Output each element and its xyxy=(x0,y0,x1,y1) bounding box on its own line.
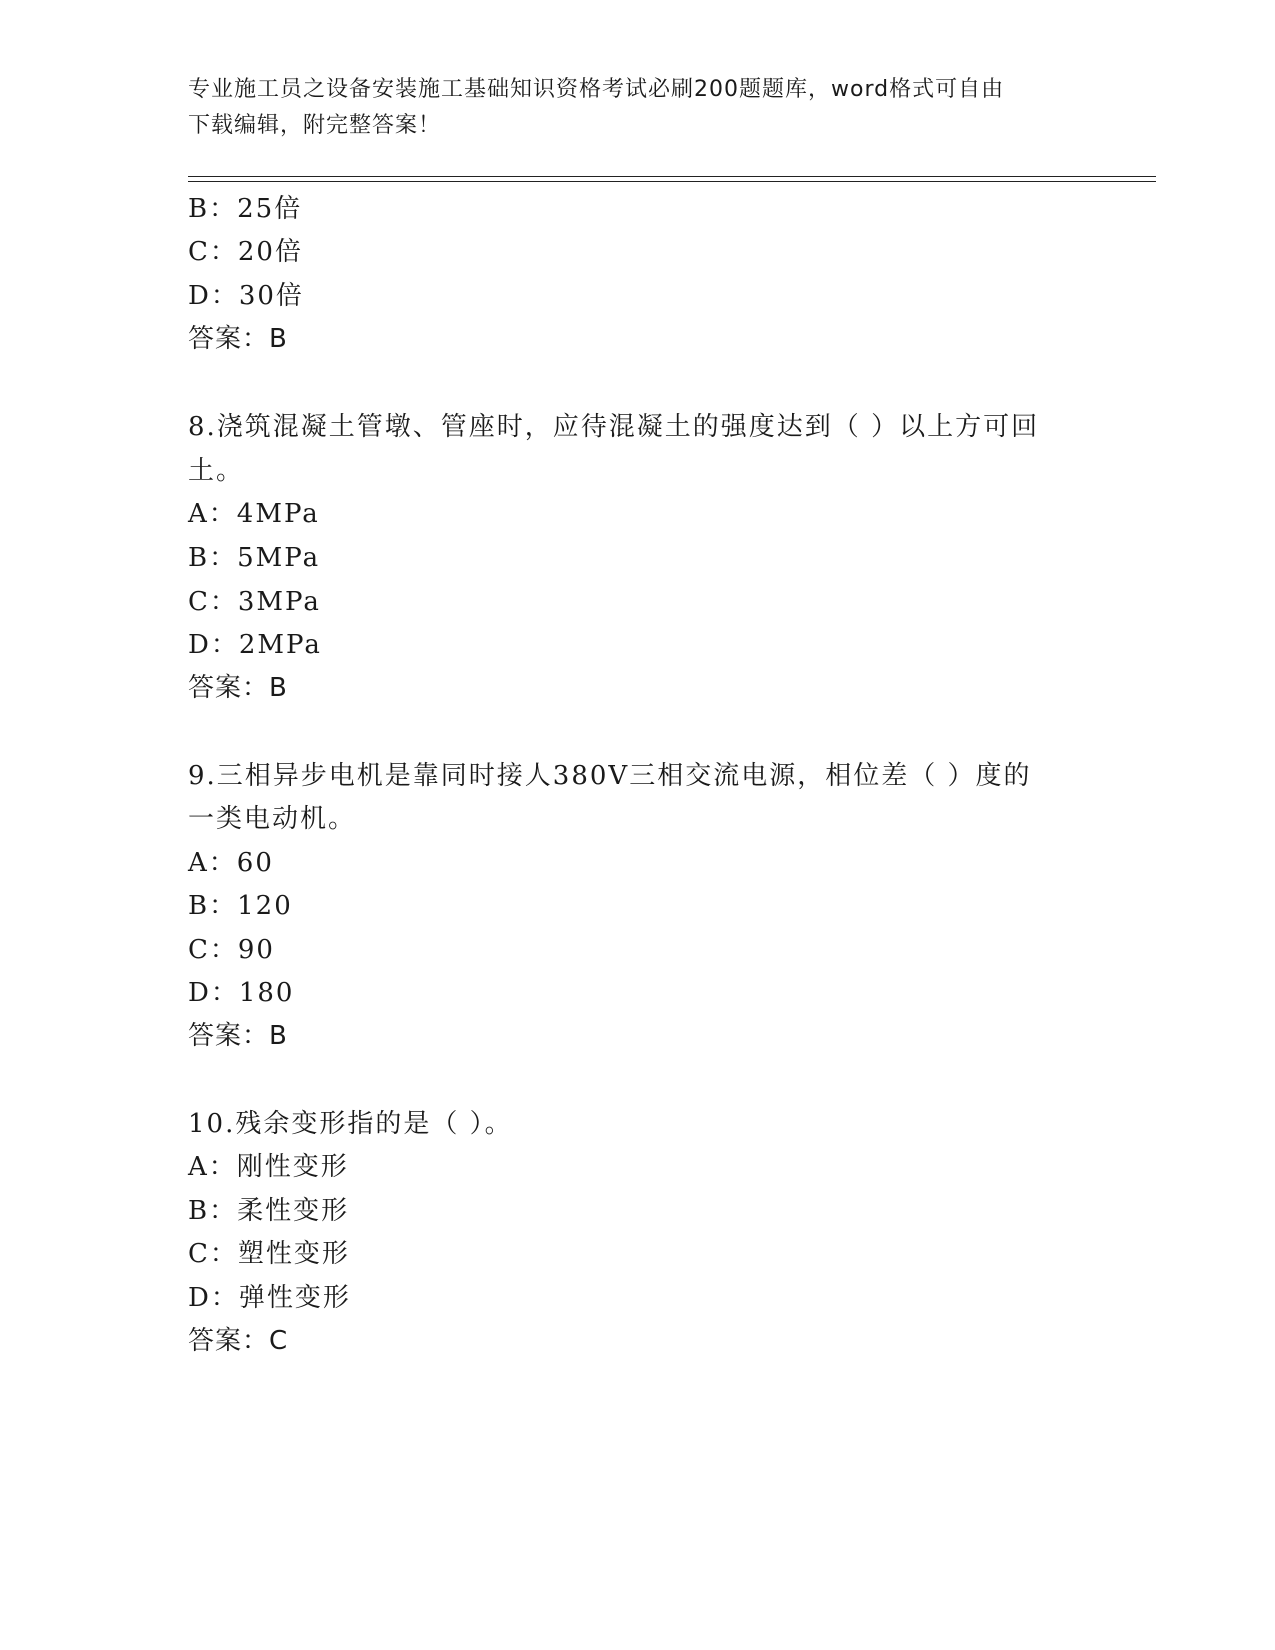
question-10-option-c: C：塑性变形 xyxy=(188,1239,350,1269)
header-line-2: 下载编辑，附完整答案！ xyxy=(188,113,442,138)
question-8-option-d: D：2MPa xyxy=(188,630,322,660)
question-10-option-b: B：柔性变形 xyxy=(188,1196,350,1226)
option-b: B：25倍 xyxy=(188,194,303,224)
question-9-option-a: A：60 xyxy=(188,848,274,878)
document-header xyxy=(188,72,1068,144)
question-9-answer: 答案：B xyxy=(188,1021,288,1051)
question-10-option-d: D：弹性变形 xyxy=(188,1283,351,1313)
question-9-stem-cont: 一类电动机。 xyxy=(188,804,357,834)
header-divider xyxy=(188,176,1156,182)
question-10-stem: 10.残余变形指的是（ ）。 xyxy=(188,1109,513,1139)
question-9-stem: 9.三相异步电机是靠同时接人380V三相交流电源，相位差（ ）度的 xyxy=(188,761,1032,791)
answer: 答案：B xyxy=(188,324,288,354)
question-8-stem: 8.浇筑混凝土管墩、管座时，应待混凝土的强度达到（ ）以上方可回 xyxy=(188,412,1040,442)
option-c: C：20倍 xyxy=(188,237,303,267)
question-8-stem-cont: 土。 xyxy=(188,456,245,486)
option-d: D：30倍 xyxy=(188,281,304,311)
question-9-option-b: B：120 xyxy=(188,891,293,921)
question-8-option-a: A：4MPa xyxy=(188,499,320,529)
header-line-1: 专业施工员之设备安装施工基础知识资格考试必刷200题题库，word格式可自由 xyxy=(188,77,1005,102)
question-10-option-a: A：刚性变形 xyxy=(188,1152,349,1182)
question-8-option-c: C：3MPa xyxy=(188,587,321,617)
question-8-option-b: B：5MPa xyxy=(188,543,321,573)
question-9-option-d: D：180 xyxy=(188,978,295,1008)
question-10-answer: 答案：C xyxy=(188,1326,289,1356)
question-9-option-c: C：90 xyxy=(188,935,275,965)
question-8-answer: 答案：B xyxy=(188,673,288,703)
